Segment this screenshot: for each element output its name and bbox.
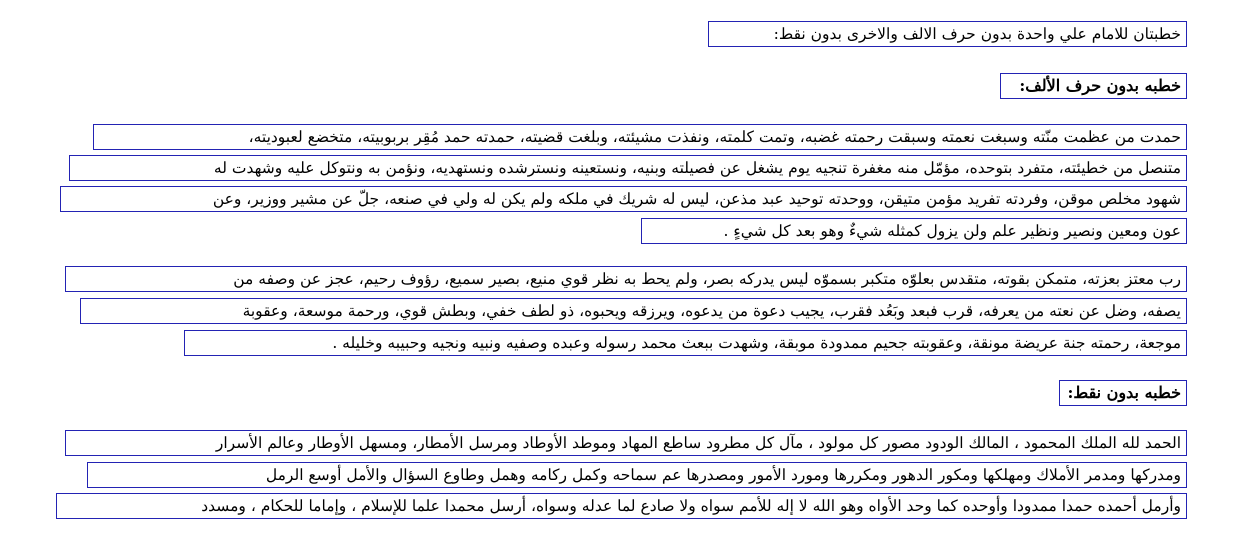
khutba-1-p1-line-1: حمدت من عظمت منّته وسبغت نعمته وسبقت رحمته غضبه، وتمت كلمته، ونفذت مشيئته، وبلغت قضيته، حمدته حمد مُقِر بربوبيته، متخضع لعبوديته، bbox=[93, 124, 1187, 150]
khutba-1-p1-line-3: شهود مخلص موقن، وفردته تفريد مؤمن متيقن، ووحدته توحيد عبد مذعن، ليس له شريك في ملكه ولم يكن له ولي في صنعه، جلّ عن مشير ووزير، وعن bbox=[60, 186, 1187, 212]
khutba-1-p2-line-1: رب معتز بعزته، متمكن بقوته، متقدس بعلوّه متكبر بسموّه ليس يدركه بصر، ولم يحط به نظر قوي منيع، بصير سميع، رؤوف رحيم، عجز عن وصفه من bbox=[65, 266, 1187, 292]
khutba-1-heading: خطبه بدون حرف الألف: bbox=[1000, 73, 1187, 99]
khutba-1-p1-line-4: عون ومعين ونصير ونظير علم ولن يزول كمثله شيءٌ وهو بعد كل شيءٍ . bbox=[641, 218, 1187, 244]
khutba-1-p2-line-2: يصفه، وضل عن نعته من يعرفه، قرب فبعد وبَعُد فقرب، يجيب دعوة من يدعوه، ويرزقه ويحبوه، ذو لطف خفي، وبطش قوي، ورحمة موسعة، وعقوبة bbox=[80, 298, 1187, 324]
page-title: خطبتان للامام علي واحدة بدون حرف الالف والاخرى بدون نقط: bbox=[708, 21, 1187, 47]
khutba-1-p1-line-2: متنصل من خطيئته، متفرد بتوحده، مؤمّل منه مغفرة تنجيه يوم يشغل عن فصيلته وبنيه، ونستعينه ونسترشده ونستهديه، ونؤمن به ونتوكل عليه وشهدت له bbox=[69, 155, 1187, 181]
khutba-2-p1-line-1: الحمد لله الملك المحمود ، المالك الودود مصور كل مولود ، مآل كل مطرود ساطع المهاد وموطد الأوطاد ومرسل الأمطار، ومسهل الأوطار وعالم الأسرار bbox=[65, 430, 1187, 456]
khutba-2-p1-line-2: ومدركها ومدمر الأملاك ومهلكها ومكور الدهور ومكررها ومورد الأمور ومصدرها عم سماحه وكمل ركامه وهمل وطاوع السؤال والأمل أوسع الرمل bbox=[87, 462, 1187, 488]
khutba-1-p2-line-3: موجعة، رحمته جنة عريضة مونقة، وعقوبته جحيم ممدودة موبقة، وشهدت ببعث محمد رسوله وعبده وصفيه ونبيه ونجيه وحبيبه وخليله . bbox=[184, 330, 1187, 356]
khutba-2-heading: خطبه بدون نقط: bbox=[1059, 380, 1187, 406]
khutba-2-p1-line-3: وأرمل أحمده حمدا ممدودا وأوحده كما وحد الأواه وهو الله لا إله للأمم سواه ولا صادع لما عدله وسواه، أرسل محمدا علما للإسلام ، وإماما للحكام ، ومسدد bbox=[56, 493, 1187, 519]
